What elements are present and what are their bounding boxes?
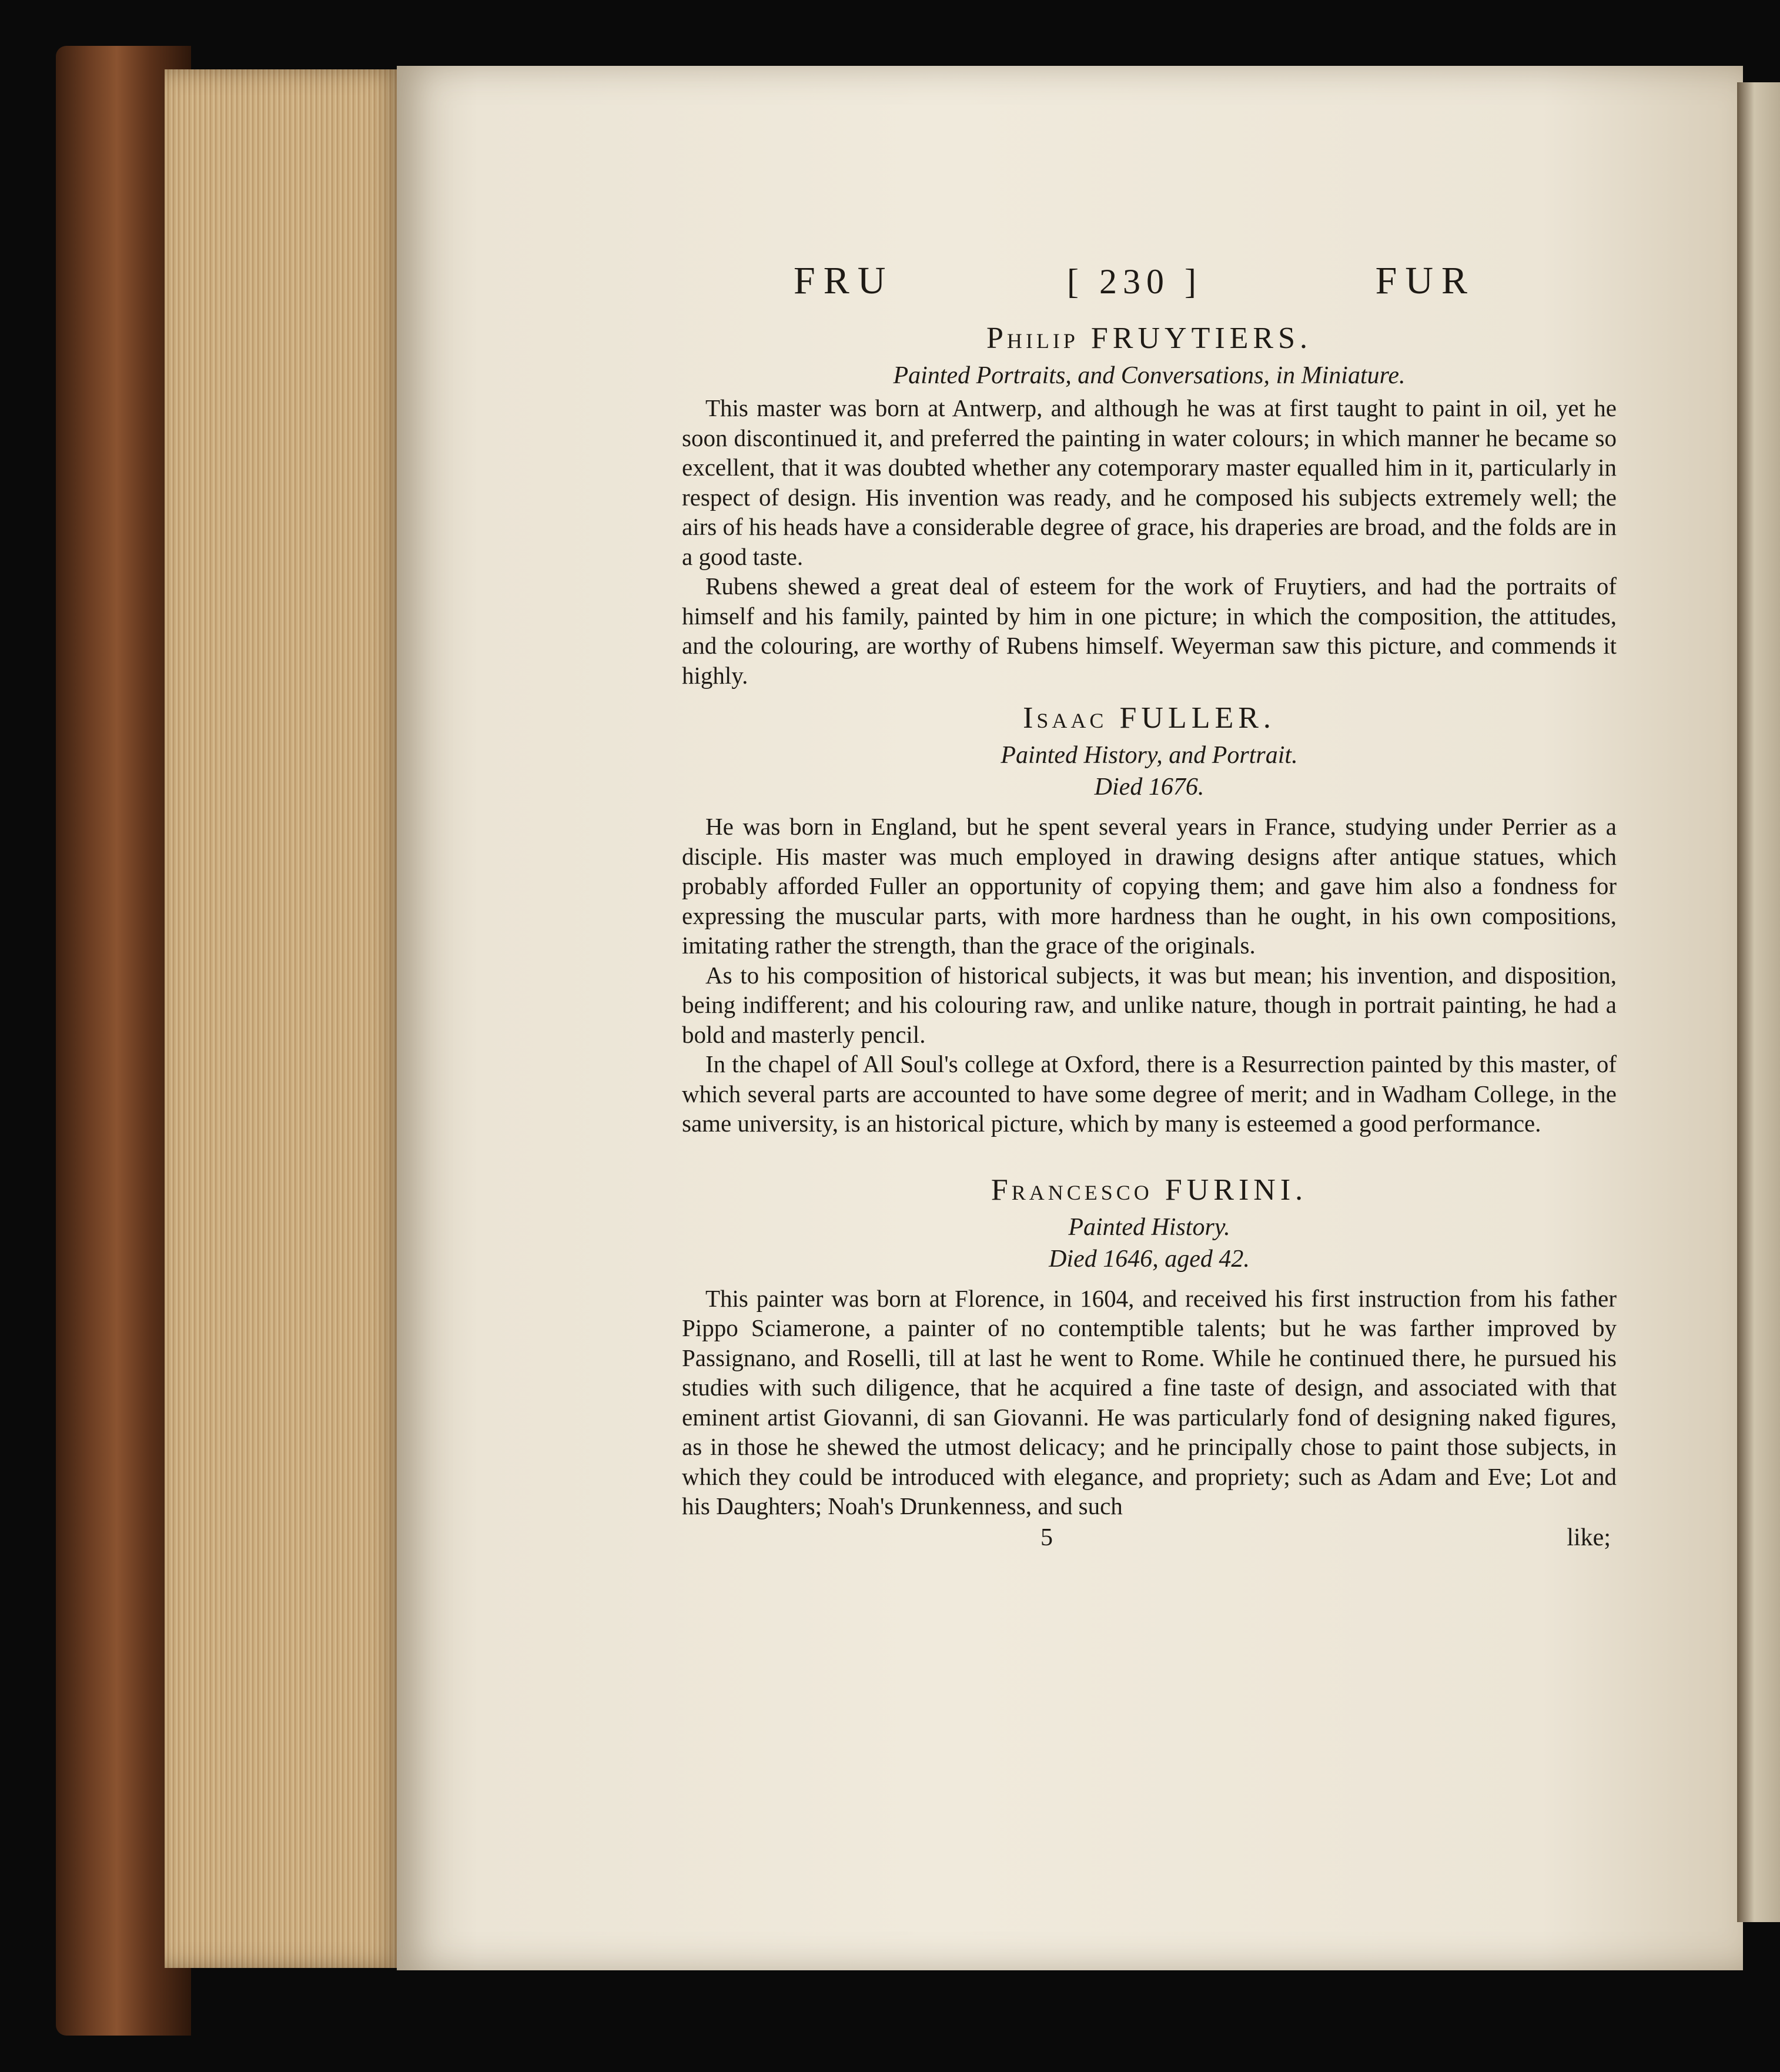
running-head-right: FUR: [1375, 259, 1475, 302]
entry-subtitle: Painted History, and Portrait.: [1001, 742, 1298, 769]
catchword: like;: [1567, 1524, 1611, 1551]
entry-subtitle: Painted Portraits, and Conversations, in Miniature.: [893, 362, 1406, 389]
entry-title: Francesco FURINI.: [991, 1173, 1308, 1207]
paragraph: He was born in England, but he spent several years in France, studying under Perrier as a disciple. His master was much employed in drawing designs after antique statues, which probably afforded Fuller an opportunity of copying them; and gave him also a fondness for expressing the muscular parts, with more hardness than he ought, in his own compositions, imitating rather the strength, than the grace of the originals.: [682, 813, 1617, 959]
entry-died: Died 1646, aged 42.: [1049, 1245, 1250, 1273]
entry-subtitle: Painted History.: [1068, 1213, 1230, 1241]
entry-furini: [682, 1173, 1617, 1521]
paragraph: As to his composition of historical subjects, it was but mean; his invention, and disposition, being indifferent; and his colouring raw, and unlike nature, though in portrait painting, he had a bold and masterly pencil.: [682, 961, 1617, 1048]
running-head-left: FRU: [794, 259, 894, 302]
entry-fruytiers: [682, 321, 1617, 690]
entry-title: Philip FRUYTIERS.: [986, 322, 1313, 355]
page-footer: [682, 1524, 1617, 1552]
page-text: [682, 259, 1617, 1552]
paragraph: In the chapel of All Soul's college at Oxford, there is a Resurrection painted by this master, of which several parts are accounted to have some degree of merit; and in Wadham College, in the same university, is an historical picture, which by many is esteemed a good performance.: [682, 1050, 1617, 1137]
page-number: [ 230 ]: [1067, 262, 1202, 301]
entry-fuller: [682, 701, 1617, 1139]
paragraph: Rubens shewed a great deal of esteem for the work of Fruytiers, and had the portraits of himself and his family, painted by him in one picture; in which the composition, the attitudes, and the colouring, are worthy of Rubens himself. Weyerman saw this picture, and commends it highly.: [682, 573, 1617, 689]
running-head: [794, 259, 1475, 303]
entry-title: Isaac FULLER.: [1023, 701, 1276, 735]
page-edges: [165, 69, 403, 1968]
paragraph: This master was born at Antwerp, and although he was at first taught to paint in oil, yet he soon discontinued it, and preferred the painting in water colours; in which manner he became so excellent, that it was doubted whether any cotemporary master equalled him in it, particularly in respect of design. His invention was ready, and he composed his subjects extremely well; the airs of his heads have a considerable degree of grace, his draperies are broad, and the folds are in a good taste.: [682, 394, 1617, 570]
facing-page-edge: [1737, 82, 1780, 1922]
paragraph: This painter was born at Florence, in 1604, and received his first instruction from his father Pippo Sciamerone, a painter of no contemptible talents; but he was farther improved by Passignano, and Roselli, till at last he went to Rome. While he continued there, he pursued his studies with such diligence, that he acquired a fine taste of design, and associated with that eminent artist Giovanni, di san Giovanni. He was particularly fond of designing naked figures, as in those he shewed the utmost delicacy; and he principally chose to paint those subjects, in which they could be introduced with elegance, and propriety; such as Adam and Eve; Lot and his Daughters; Noah's Drunkenness, and such: [682, 1284, 1617, 1519]
entry-died: Died 1676.: [1094, 774, 1204, 801]
signature-mark: 5: [1040, 1524, 1053, 1551]
